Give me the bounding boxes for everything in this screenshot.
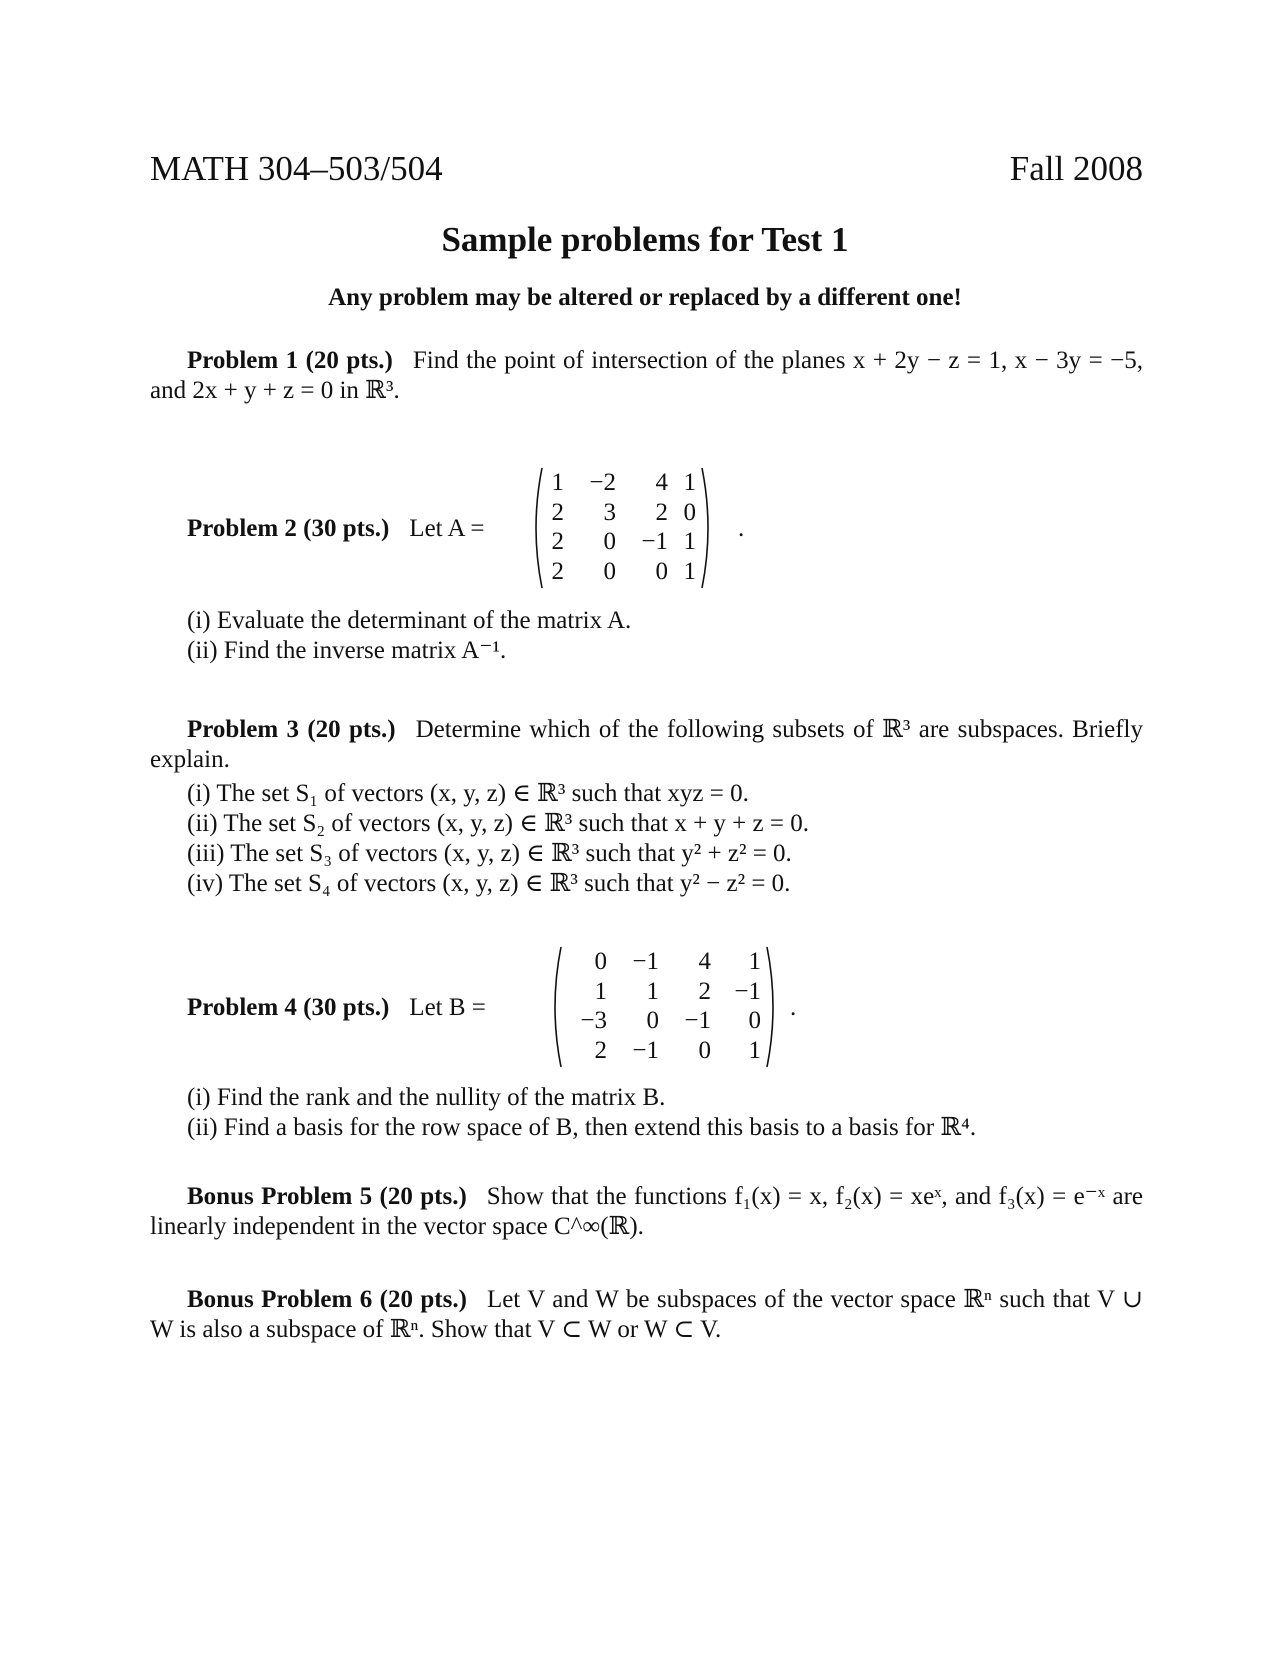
matrix-cell: 2 <box>655 498 668 526</box>
matrix-cell: −1 <box>684 1007 711 1034</box>
matrix-cell: 2 <box>594 1036 607 1064</box>
problem-1-text: Find the point of intersection of the planes x + 2y − z = 1, x − 3y = −5, and 2x + y + z = 0 in ℝ³. <box>150 347 1143 404</box>
list-item: (iv) The set S₄ of vectors (x, y, z) ∈ ℝ³ such that y² − z² = 0. <box>187 870 791 897</box>
problem-2-items <box>150 606 1143 666</box>
matrix-cell: 2 <box>698 977 711 1005</box>
problem-6-heading: Bonus Problem 6 (20 pts.) <box>187 1286 467 1313</box>
matrix-cell: 1 <box>748 1036 761 1064</box>
matrix-cell: −1 <box>632 948 659 975</box>
problem-1 <box>150 346 1143 406</box>
matrix-cell: 1 <box>683 469 696 496</box>
course-code: MATH 304–503/504 <box>150 149 443 188</box>
matrix-cell: 3 <box>603 498 616 526</box>
matrix-cell: 0 <box>748 1007 761 1034</box>
matrix-cell: 4 <box>698 948 711 975</box>
problem-2-let: Let A = <box>409 515 485 542</box>
problem-2: Problem 2 (30 pts.) Let A = 1 −2 4 1 2 3 2 0 2 0 −1 1 2 0 0 1 . (i) Evaluate the determinant of the matrix A. (ii) Find the inverse matrix A⁻¹. <box>150 466 1143 666</box>
problem-5-heading: Bonus Problem 5 (20 pts.) <box>187 1183 467 1210</box>
matrix-cell: 1 <box>683 557 696 585</box>
list-item: (i) Find the rank and the nullity of the matrix B. <box>187 1084 666 1111</box>
matrix-cell: −3 <box>580 1007 607 1034</box>
matrix-cell: −1 <box>632 1036 659 1064</box>
problem-3-text: Determine which of the following subsets of ℝ³ are subspaces. Briefly explain. <box>150 716 1143 773</box>
matrix-cell: −1 <box>641 528 668 555</box>
problem-3-items <box>150 779 1143 899</box>
list-item: (ii) Find the inverse matrix A⁻¹. <box>187 637 507 664</box>
problem-4-items <box>150 1083 1143 1143</box>
matrix-cell: 1 <box>646 977 659 1005</box>
page-title: Sample problems for Test 1 <box>441 220 849 259</box>
problem-2-heading: Problem 2 (30 pts.) <box>187 515 390 542</box>
matrix-cell: 0 <box>646 1007 659 1034</box>
matrix-b <box>547 945 781 1067</box>
matrix-cell: 0 <box>594 948 607 975</box>
matrix-a <box>528 466 716 588</box>
matrix-cell: 0 <box>683 498 696 526</box>
matrix-cell: 2 <box>551 498 564 526</box>
matrix-cell: −1 <box>734 977 761 1005</box>
problem-4-heading: Problem 4 (30 pts.) <box>187 994 390 1021</box>
term: Fall 2008 <box>1009 149 1143 188</box>
problem-6 <box>150 1285 1143 1345</box>
matrix-cell: 1 <box>748 948 761 975</box>
list-item: (iii) The set S₃ of vectors (x, y, z) ∈ ℝ³ such that y² + z² = 0. <box>187 840 792 867</box>
problem-6-text: Let V and W be subspaces of the vector space ℝⁿ such that V ∪ W is also a subspace of ℝⁿ. Show that V ⊂ W or W ⊂ V. <box>150 1286 1144 1343</box>
problem-5 <box>150 1182 1143 1242</box>
matrix-cell: 0 <box>603 528 616 555</box>
matrix-cell: 0 <box>603 557 616 585</box>
matrix-cell: 4 <box>655 469 668 496</box>
problem-3-heading: Problem 3 (20 pts.) <box>187 716 396 743</box>
problem-3 <box>150 715 1143 899</box>
page-subtitle: Any problem may be altered or replaced by a different one! <box>328 284 962 311</box>
list-item: (ii) Find a basis for the row space of B, then extend this basis to a basis for ℝ⁴. <box>187 1114 977 1141</box>
list-item: (i) Evaluate the determinant of the matrix A. <box>187 607 632 634</box>
list-item: (ii) The set S₂ of vectors (x, y, z) ∈ ℝ³ such that x + y + z = 0. <box>187 810 809 837</box>
matrix-cell: 2 <box>551 528 564 555</box>
matrix-cell: 1 <box>683 528 696 555</box>
problem-4-let: Let B = <box>409 994 486 1021</box>
matrix-cell: 1 <box>594 977 607 1005</box>
problem-4: Problem 4 (30 pts.) Let B = 0 −1 4 1 1 1 2 −1 −3 0 −1 0 2 −1 0 1 . (i) Find the rank and the nullity of the matrix B. (ii) Find a basis for the row space of B, then extend this basis to a basis for ℝ⁴. <box>150 945 1143 1143</box>
problem-5-text: Show that the functions f₁(x) = x, f₂(x) = xeˣ, and f₃(x) = e⁻ˣ are linearly independent in the vector space C^∞(ℝ). <box>150 1183 1144 1240</box>
matrix-cell: 1 <box>551 469 564 496</box>
problem-1-heading: Problem 1 (20 pts.) <box>187 347 393 374</box>
matrix-cell: −2 <box>589 469 616 496</box>
list-item: (i) The set S₁ of vectors (x, y, z) ∈ ℝ³ such that xyz = 0. <box>187 780 749 807</box>
matrix-cell: 2 <box>551 557 564 585</box>
matrix-cell: 0 <box>698 1036 711 1064</box>
matrix-cell: 0 <box>655 557 668 585</box>
